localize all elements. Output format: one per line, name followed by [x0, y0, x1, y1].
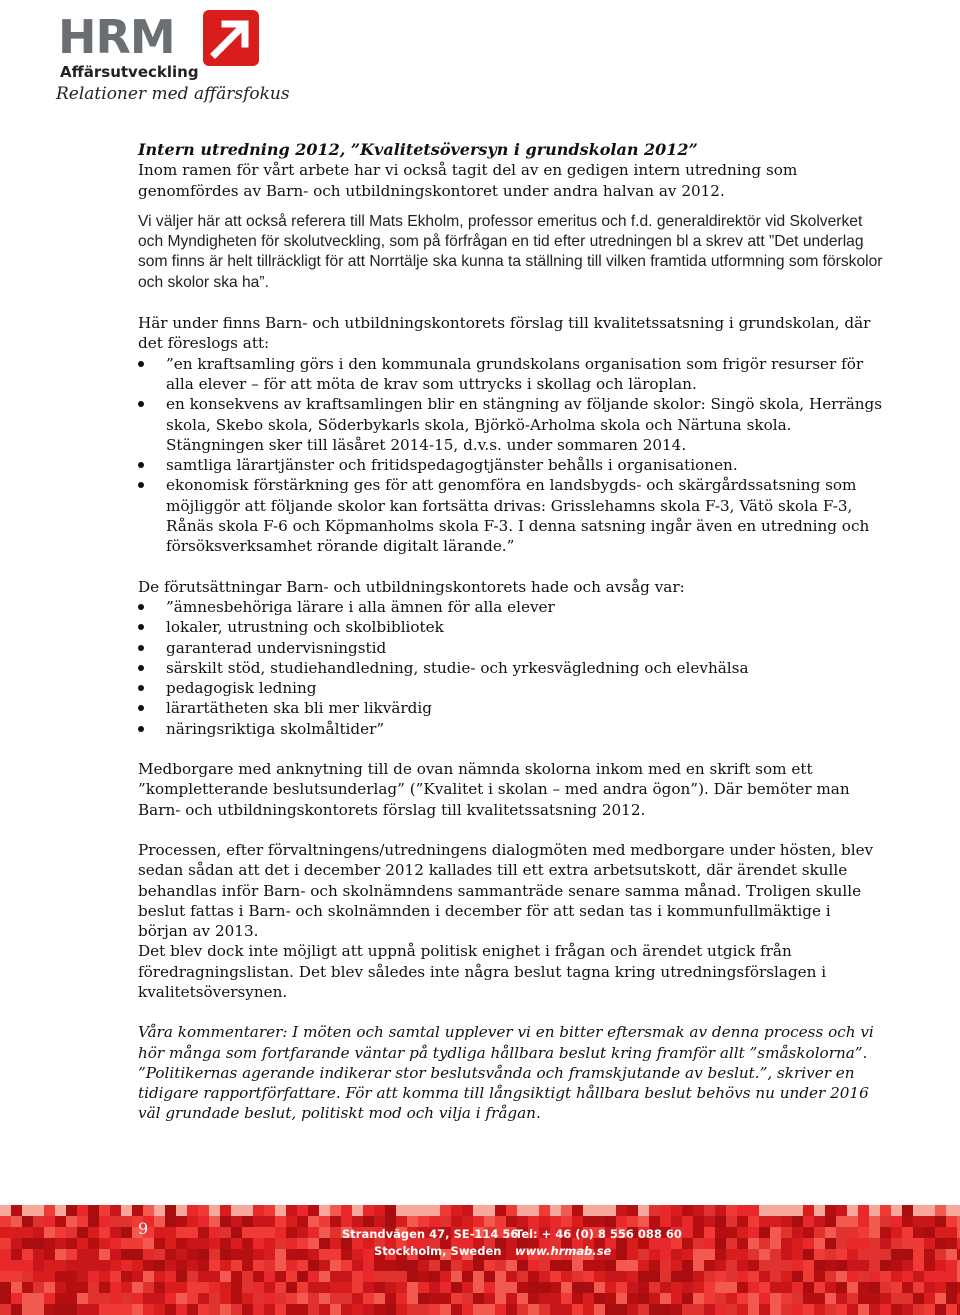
section-title: Intern utredning 2012, ”Kvalitetsöversyn i grundskolan 2012”	[138, 140, 698, 159]
list-item: lokaler, utrustning och skolbibliotek	[138, 617, 883, 637]
paragraph-comments: Våra kommentarer: I möten och samtal upplever vi en bitter eftersmak av denna process och vi hör många som fortfarande väntar på tydliga hållbara beslut kring framför allt ”småskolorna”. ”Politikernas agerande indikerar stor beslutsvånda och framskjutande av beslut.”, skriver en tidigare rapportförfattare. För att komma till långsiktigt hållbara beslut behövs nu under 2016 väl grundade beslut, politiskt mod och vilja i frågan.	[138, 1023, 874, 1123]
phone-number: Tel: + 46 (0) 8 556 088 60	[515, 1227, 682, 1241]
page-number: 9	[138, 1219, 149, 1238]
proposal-list	[138, 354, 883, 557]
list-item: näringsriktiga skolmåltider”	[138, 719, 883, 739]
footer-contact	[515, 1226, 682, 1260]
list-item: ”ämnesbehöriga lärare i alla ämnen för alla elever	[138, 597, 883, 617]
list-item: pedagogisk ledning	[138, 678, 883, 698]
address-line: Strandvägen 47, SE-114 56	[342, 1227, 519, 1241]
list-item: lärartätheten ska bli mer likvärdig	[138, 698, 883, 718]
list-item: samtliga lärartjänster och fritidspedagogtjänster behålls i organisationen.	[138, 455, 883, 475]
paragraph-citizens: Medborgare med anknytning till de ovan nämnda skolorna inkom med en skrift som ett ”kompletterande beslutsunderlag” (”Kvalitet i skolan – med andra ögon”). Där bemöter man Barn- och utbildningskontorets förslag till kvalitetssatsning 2012.	[138, 760, 850, 819]
website-link[interactable]: www.hrmab.se	[515, 1244, 612, 1258]
paragraph-ekholm-part1: Vi väljer här att också referera till Mats Ekholm, professor emeritus och f.d.	[138, 212, 653, 230]
paragraph-proposal: Här under finns Barn- och utbildningskontorets förslag till kvalitetssatsning i grundskolan, där det föreslogs att:	[138, 314, 871, 353]
footer-address	[342, 1226, 518, 1260]
paragraph-prerequisites: De förutsättningar Barn- och utbildningskontorets hade och avsåg var:	[138, 577, 685, 596]
paragraph-process: Processen, efter förvaltningens/utredningens dialogmöten med medborgare under hösten, blev sedan sådan att det i december 2012 kallades till ett extra arbetsutskott, där ärendet skulle behandlas inför Barn- och skolnämndens sammanträde senare samma månad. Troligen skulle beslut fattas i Barn- och skolnämnden i december för att sedan tas i kommunfullmäktige i början av 2013.	[138, 840, 874, 941]
prerequisites-list	[138, 597, 883, 739]
list-item: en konsekvens av kraftsamlingen blir en stängning av följande skolor: Singö skola, Herrängs skola, Skebo skola, Söderbykarls skola, Björkö-Arholma skola och Närtuna skola. Stängningen sker till läsåret 2014-15, d.v.s. under sommaren 2014.	[138, 394, 883, 455]
logo-subtitle: Affärsutveckling	[60, 63, 199, 81]
company-logo	[56, 8, 290, 108]
paragraph-ekholm	[138, 212, 883, 293]
document-body	[138, 140, 883, 1124]
logo-tagline: Relationer med affärsfokus	[56, 84, 290, 104]
paragraph-ekholm-part2: generaldirektör vid Skolverket och Myndigheten för skolutveckling, som på förfrågan en tid efter utredningen bl a skrev att ”Det underlag som finns är helt tillräckligt för att Norrtälje ska kunna ta ställning till vilken framtida utformning som förskolor och skolor ska ha”.	[138, 212, 883, 291]
list-item: särskilt stöd, studiehandledning, studie- och yrkesvägledning och elevhälsa	[138, 658, 883, 678]
arrow-logo-icon	[201, 8, 261, 68]
address-city: Stockholm, Sweden	[374, 1244, 502, 1258]
logo-name: HRM	[58, 10, 175, 64]
paragraph-outcome: Det blev dock inte möjligt att uppnå politisk enighet i frågan och ärendet utgick från föredragningslistan. Det blev således inte några beslut tagna kring utredningsförslagen i kvalitetsöversynen.	[138, 942, 827, 1001]
list-item: ”en kraftsamling görs i den kommunala grundskolans organisation som frigör resurser för alla elever – för att möta de krav som uttrycks i skollag och läroplan.	[138, 354, 883, 395]
list-item: garanterad undervisningstid	[138, 638, 883, 658]
list-item: ekonomisk förstärkning ges för att genomföra en landsbygds- och skärgårdssatsning som möjliggör att följande skolor kan fortsätta drivas: Grisslehamns skola F-3, Vätö skola F-3, Rånäs skola F-6 och Köpmanholms skola F-3. I denna satsning ingår även en utredning och försöksverksamhet rörande digitalt lärande.”	[138, 475, 883, 556]
paragraph-intro: Inom ramen för vårt arbete har vi också tagit del av en gedigen intern utredning som genomfördes av Barn- och utbildningskontoret under andra halvan av 2012.	[138, 161, 798, 200]
